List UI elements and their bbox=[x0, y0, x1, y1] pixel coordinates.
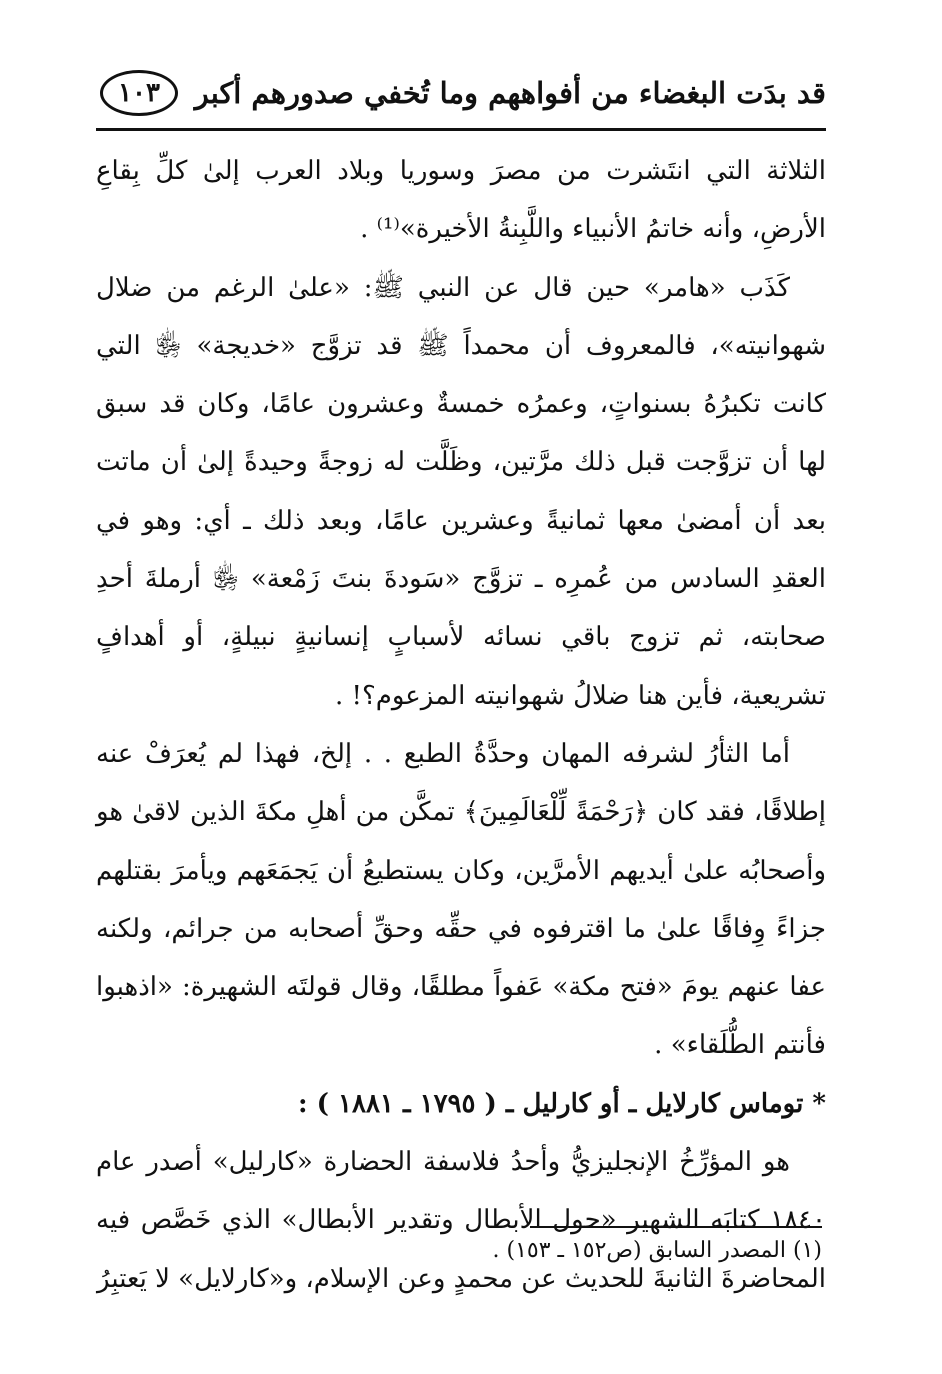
section-heading: * توماس كارلايل ـ أو كارليل ـ ( ١٧٩٥ ـ ١٨٨١ ) : bbox=[298, 1088, 826, 1119]
footnote-rule bbox=[530, 1226, 822, 1228]
header-rule bbox=[96, 128, 826, 131]
paragraph-1: الثلاثة التي انتَشرت من مصرَ وسوريا وبلاد العرب إلىٰ كلِّ بِقاعِ الأرضِ، وأنه خاتمُ الأنبياء واللَّبِنةُ الأخيرة»⁽¹⁾ . bbox=[96, 156, 826, 245]
page-number: ١٠٣ bbox=[100, 70, 178, 116]
paragraph-4: هو المؤرِّخُ الإنجليزيُّ وأحدُ فلاسفة الحضارة «كارليل» أصدر عام ١٨٤٠ كتابَه الشهير «حول الأبطال وتقدير الأبطال» الذي خَصَّص فيه المحاضرةَ الثانيةَ للحديث عن محمدٍ وعن الإسلام، و«كارلايل» لا يَعتبِرُ bbox=[96, 1147, 826, 1294]
running-title: قد بدَت البغضاء من أفواههم وما تُخفي صدورهم أكبر bbox=[194, 76, 826, 110]
paragraph-2: كَذَب «هامر» حين قال عن النبي ﷺ: «علىٰ الرغم من ضلال شهوانيته»، فالمعروف أن محمداً ﷺ قد تزوَّج «خديجة» ﵂ التي كانت تكبرُهُ بسنواتٍ، وعمرُه خمسةٌ وعشرون عامًا، وكان قد سبق لها أن تزوَّجت قبل ذلك مرَّتين، وظَلَّت له زوجةً وحيدةً إلىٰ أن ماتت بعد أن أمضىٰ معها ثمانيةً وعشرين عامًا، وبعد ذلك ـ أي: وهو في العقدِ السادس من عُمرِه ـ تزوَّج «سَودةَ بنتَ زَمْعة» ﵂ أرملةَ أحدِ صحابته، ثم تزوج باقي نسائه لأسبابٍ إنسانيةٍ نبيلةٍ، أو أهدافٍ تشريعية، فأين هنا ضلالُ شهوانيته المزعوم؟! . bbox=[96, 272, 826, 711]
footnote: (١) المصدر السابق (ص١٥٢ ـ ١٥٣) . bbox=[492, 1238, 822, 1263]
paragraph-3: أما الثأرُ لشرفه المهان وحدَّةُ الطبع . . إلخ، فهذا لم يُعرَفْ عنه إطلاقًا، فقد كان ﴿رَحْمَةً لِّلْعَالَمِينَ﴾ تمكَّن من أهلِ مكةَ الذين لاقىٰ هو وأصحابُه علىٰ أيديهم الأمرَّين، وكان يستطيعُ أن يَجمَعَهم ويأمرَ بقتلهم جزاءً وِفاقًا علىٰ ما اقترفوه في حقِّه وحقِّ أصحابه من جرائم، ولكنه عفا عنهم يومَ «فتح مكة» عَفواً مطلقًا، وقال قولتَه الشهيرة: «اذهبوا فأنتم الطُّلَقاء» . bbox=[96, 738, 826, 1061]
page-header bbox=[96, 66, 826, 126]
body-text bbox=[96, 142, 826, 1308]
